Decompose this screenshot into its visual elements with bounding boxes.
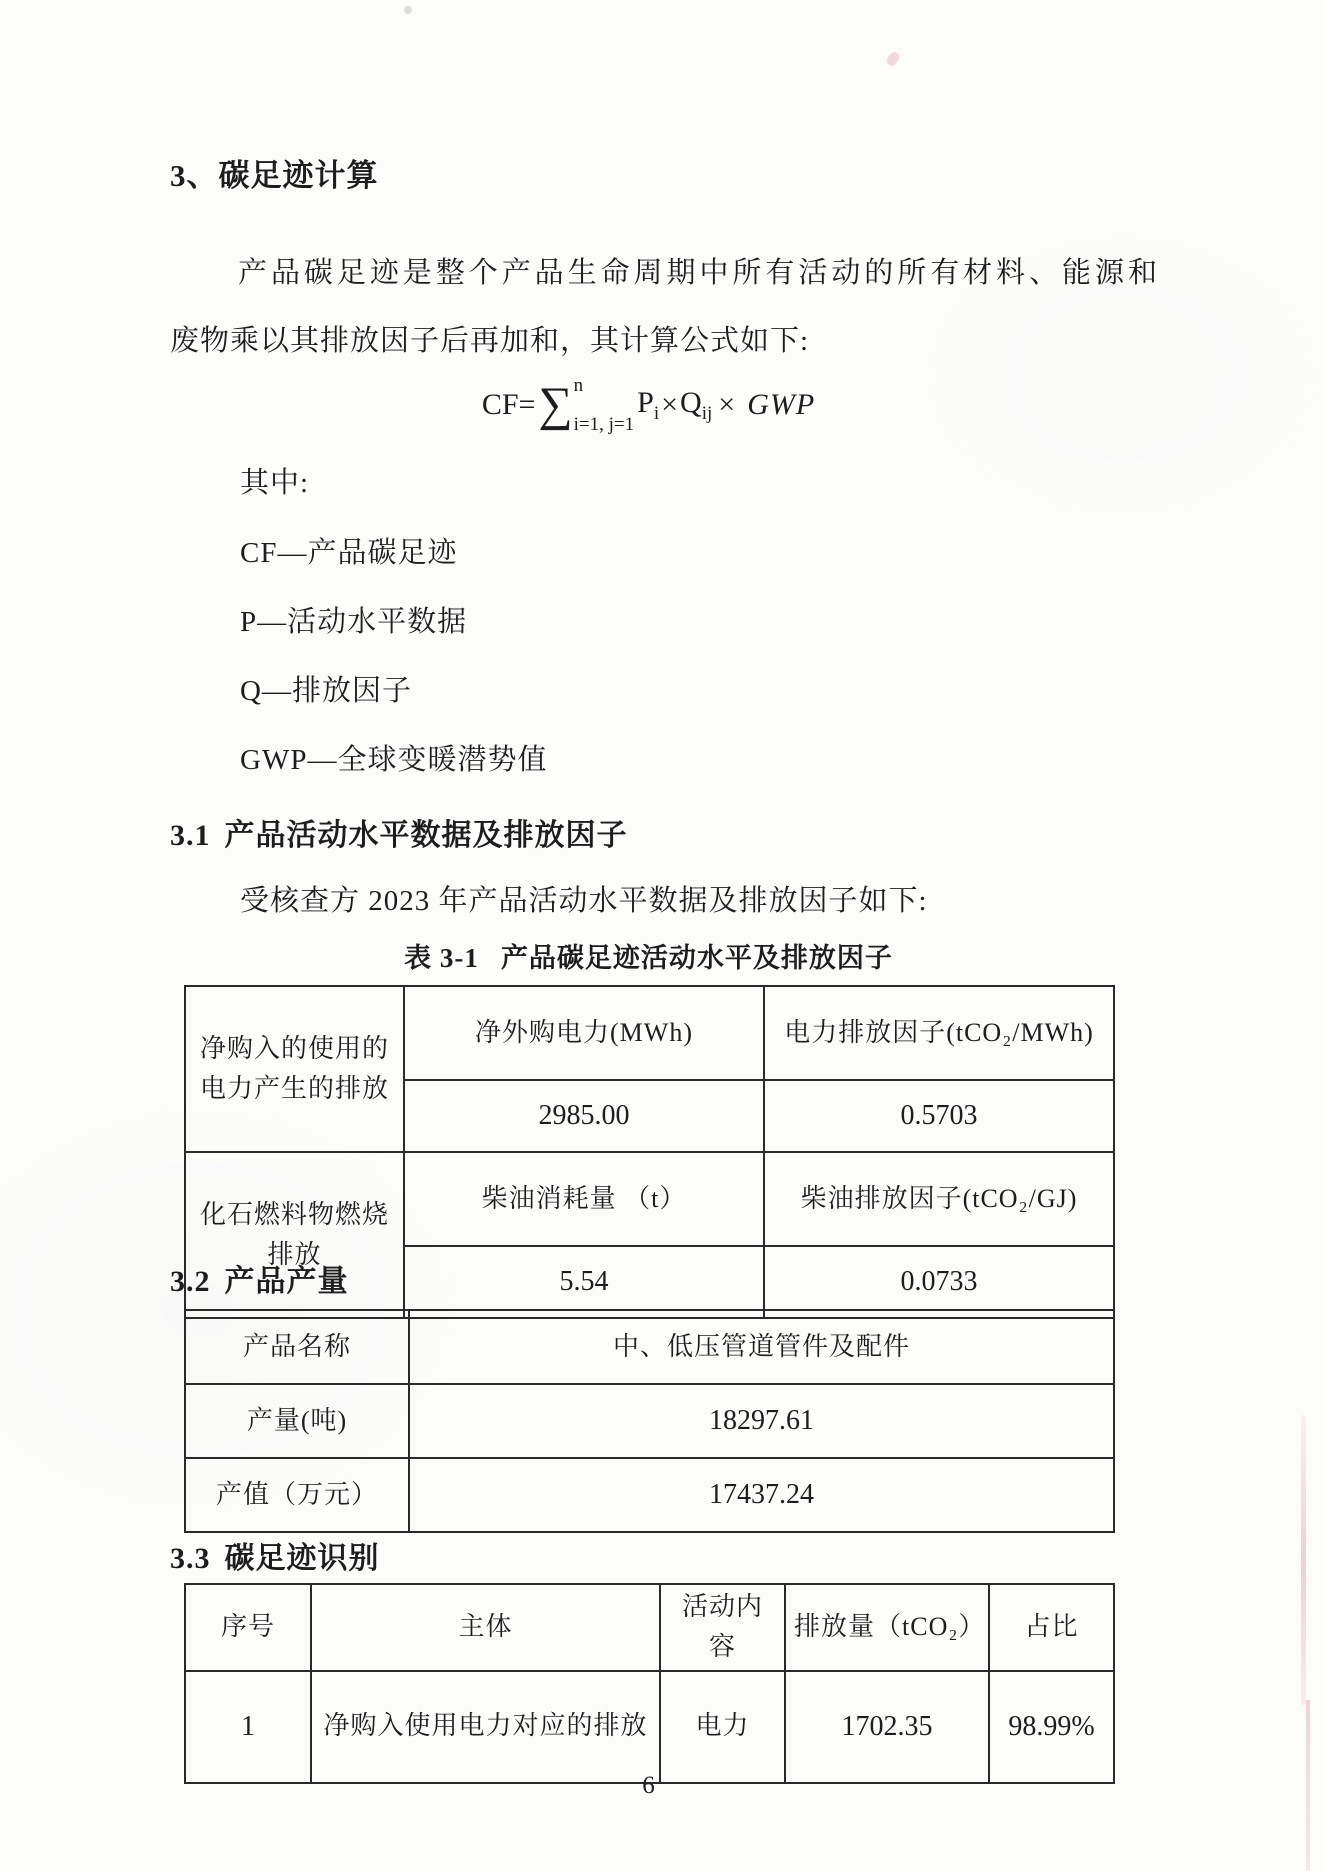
page-number: 6 xyxy=(642,1772,655,1799)
header-share-cell: 占比 xyxy=(989,1584,1114,1671)
section-3-1-title: 产品活动水平数据及排放因子 xyxy=(224,819,628,852)
footprint-identification-table xyxy=(184,1583,1115,1784)
output-value-cell: 18297.61 xyxy=(409,1384,1114,1458)
scan-artifact-pink-strip xyxy=(1301,1415,1306,1705)
diesel-metric-value-cell: 5.54 xyxy=(404,1246,764,1318)
header-no-cell: 序号 xyxy=(185,1584,311,1671)
row1-activity-cell: 电力 xyxy=(660,1671,785,1783)
table-row xyxy=(185,986,1114,1080)
section-3-3-heading xyxy=(170,1533,380,1577)
symbol-definitions xyxy=(240,519,547,795)
p-subscript: i xyxy=(653,402,660,424)
category-electricity-cell: 净购入的使用的电力产生的排放 xyxy=(185,986,404,1152)
sum-upper-limit: n xyxy=(573,375,584,396)
header-subject-cell: 主体 xyxy=(311,1584,660,1671)
category-fossil-fuel-cell: 化石燃料物燃烧排放 xyxy=(185,1152,404,1318)
table-row xyxy=(185,1671,1114,1783)
formula-lhs: CF= xyxy=(481,388,536,421)
table-3-1-caption xyxy=(184,936,1113,975)
header-emission-cell: 排放量（tCO₂） xyxy=(785,1584,989,1671)
row1-subject-cell: 净购入使用电力对应的排放 xyxy=(311,1671,660,1783)
formula-term-p: $P_i$ xyxy=(637,385,660,424)
diesel-factor-header-cell: 柴油排放因子(tCO₂/GJ) xyxy=(764,1152,1114,1246)
header-activity-cell: 活动内容 xyxy=(660,1584,785,1671)
sum-lower-limit: i=1, j=1 xyxy=(573,414,635,435)
table-3-1-caption-title: 产品碳足迹活动水平及排放因子 xyxy=(500,943,893,973)
intro-paragraph-line-2: 废物乘以其排放因子后再加和，其计算公式如下: xyxy=(170,325,810,357)
definition-cf: CF—产品碳足迹 xyxy=(240,537,458,569)
section-3-3-number: 3.3 xyxy=(170,1542,211,1575)
formula-gwp: GWP xyxy=(747,388,816,421)
summation-symbol xyxy=(538,376,634,434)
electricity-metric-header-cell: 净外购电力(MWh) xyxy=(404,986,764,1080)
formula-times-1: × xyxy=(661,388,679,421)
formula-times-2: × xyxy=(718,388,736,421)
electricity-factor-value-cell: 0.5703 xyxy=(764,1080,1114,1152)
electricity-metric-value-cell: 2985.00 xyxy=(404,1080,764,1152)
table-row xyxy=(185,1458,1114,1532)
row1-no-cell: 1 xyxy=(185,1671,311,1783)
value-value-cell: 17437.24 xyxy=(409,1458,1114,1532)
row1-emission-cell: 1702.35 xyxy=(785,1671,989,1783)
scan-artifact-speck-2 xyxy=(404,6,412,14)
definition-gwp: GWP—全球变暖潜势值 xyxy=(240,744,548,776)
definition-p: P—活动水平数据 xyxy=(240,606,468,638)
section-3-3-title: 碳足迹识别 xyxy=(224,1542,380,1575)
product-name-label-cell: 产品名称 xyxy=(185,1310,409,1384)
section-3-2-number: 3.2 xyxy=(170,1265,211,1298)
table-row xyxy=(185,1310,1114,1384)
section-3-2-heading xyxy=(170,1256,349,1300)
section-3-heading: 3、碳足迹计算 xyxy=(170,158,379,193)
product-output-table xyxy=(184,1309,1115,1533)
scan-artifact-speck xyxy=(885,50,901,67)
diesel-factor-value-cell: 0.0733 xyxy=(764,1246,1114,1318)
table-row xyxy=(185,1384,1114,1458)
product-name-value-cell: 中、低压管道管件及配件 xyxy=(409,1310,1114,1384)
carbon-footprint-formula xyxy=(184,376,1113,434)
sigma-glyph: ∑ xyxy=(538,378,573,432)
intro-paragraph-line-1: 产品碳足迹是整个产品生命周期中所有活动的所有材料、能源和 xyxy=(238,257,1158,289)
output-label-cell: 产量(吨) xyxy=(185,1384,409,1458)
formula-term-q: $Q_{ij}$ xyxy=(680,385,713,424)
table-row xyxy=(185,1152,1114,1246)
section-3-1-lead-text: 受核查方 2023 年产品活动水平数据及排放因子如下: xyxy=(240,885,928,917)
scan-artifact-pink-strip-2 xyxy=(1306,1700,1310,1871)
table-header-row xyxy=(185,1584,1114,1671)
section-3-2-title: 产品产量 xyxy=(224,1265,349,1298)
definition-q: Q—排放因子 xyxy=(240,675,412,707)
section-3-1-number: 3.1 xyxy=(170,819,211,852)
diesel-metric-header-cell: 柴油消耗量 （t） xyxy=(404,1152,764,1246)
row1-share-cell: 98.99% xyxy=(989,1671,1114,1783)
table-3-1-caption-label: 表 3-1 xyxy=(404,943,479,973)
value-label-cell: 产值（万元） xyxy=(185,1458,409,1532)
q-subscript: ij xyxy=(701,402,713,424)
where-label: 其中: xyxy=(240,467,310,499)
electricity-factor-header-cell: 电力排放因子(tCO₂/MWh) xyxy=(764,986,1114,1080)
section-3-1-heading xyxy=(170,810,628,854)
